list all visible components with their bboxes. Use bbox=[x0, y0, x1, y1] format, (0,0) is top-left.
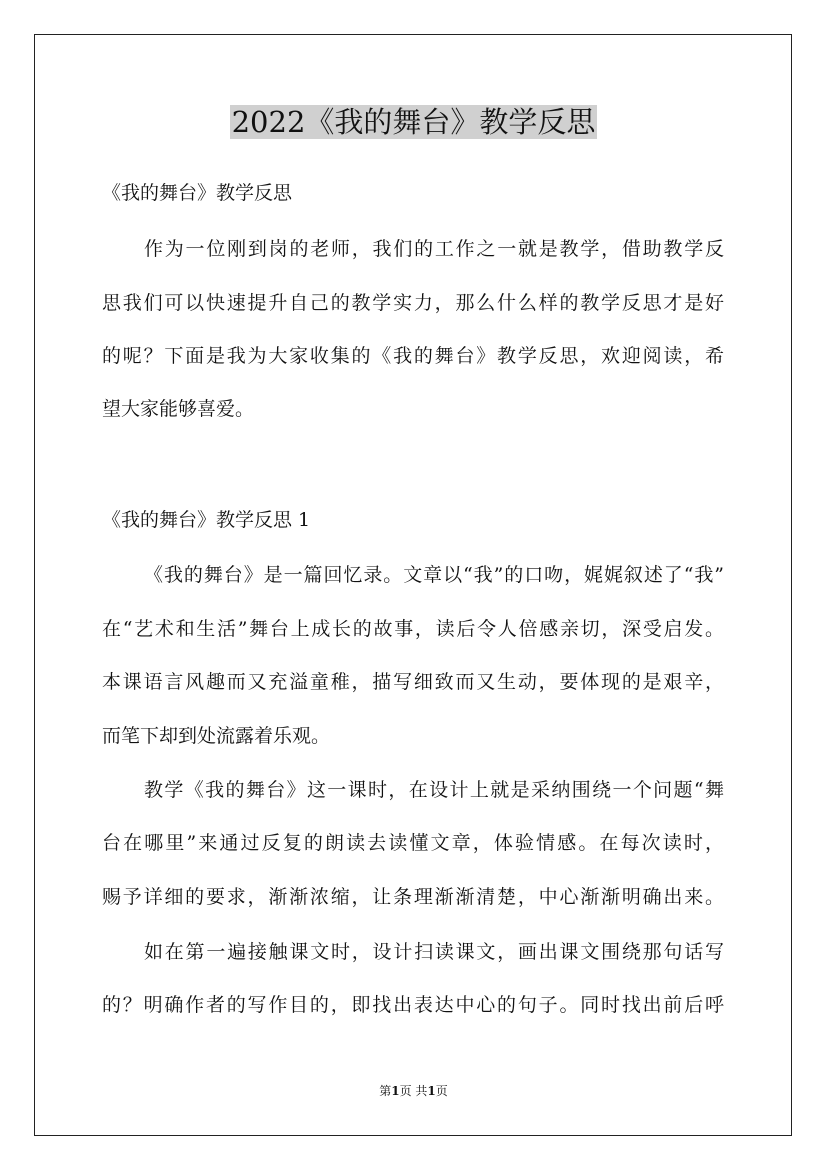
para2-line-2: 台在哪里”来通过反复的朗读去读懂文章，体验情感。在每次读时， bbox=[102, 832, 724, 854]
intro-line-2: 思我们可以快速提升自己的教学实力，那么什么样的教学反思才是好 bbox=[102, 292, 724, 314]
page-footer bbox=[0, 1083, 827, 1099]
intro-line-4: 望大家能够喜爱。 bbox=[102, 398, 255, 420]
para1-line-2: 在“艺术和生活”舞台上成长的故事，读后令人倍感亲切，深受启发。 bbox=[102, 618, 724, 640]
footer-page-mid: 页 共 bbox=[399, 1084, 428, 1098]
footer-page-total: 1 bbox=[427, 1084, 436, 1098]
footer-page-current: 1 bbox=[391, 1084, 400, 1098]
para3-line-1: 如在第一遍接触课文时，设计扫读课文，画出课文围绕那句话写 bbox=[144, 941, 724, 963]
para2-line-3: 赐予详细的要求，渐渐浓缩，让条理渐渐清楚，中心渐渐明确出来。 bbox=[102, 886, 724, 908]
para1-line-1: 《我的舞台》是一篇回忆录。文章以“我”的口吻，娓娓叙述了“我” bbox=[144, 564, 724, 586]
footer-page-prefix: 第 bbox=[379, 1084, 392, 1098]
document-title-text: 2022《我的舞台》教学反思 bbox=[231, 105, 596, 139]
section-heading-1: 《我的舞台》教学反思 1 bbox=[102, 509, 311, 531]
footer-page-suffix: 页 bbox=[435, 1084, 448, 1098]
document-title bbox=[0, 100, 827, 144]
intro-line-1: 作为一位刚到岗的老师，我们的工作之一就是教学，借助教学反 bbox=[144, 238, 724, 260]
intro-line-3: 的呢？下面是我为大家收集的《我的舞台》教学反思，欢迎阅读，希 bbox=[102, 345, 724, 367]
para3-line-2: 的？明确作者的写作目的，即找出表达中心的句子。同时找出前后呼 bbox=[102, 994, 724, 1016]
document-subtitle: 《我的舞台》教学反思 bbox=[102, 182, 293, 204]
para2-line-1: 教学《我的舞台》这一课时，在设计上就是采纳围绕一个问题“舞 bbox=[144, 779, 724, 801]
para1-line-4: 而笔下却到处流露着乐观。 bbox=[102, 725, 331, 747]
para1-line-3: 本课语言风趣而又充溢童稚，描写细致而又生动，要体现的是艰辛， bbox=[102, 671, 724, 693]
